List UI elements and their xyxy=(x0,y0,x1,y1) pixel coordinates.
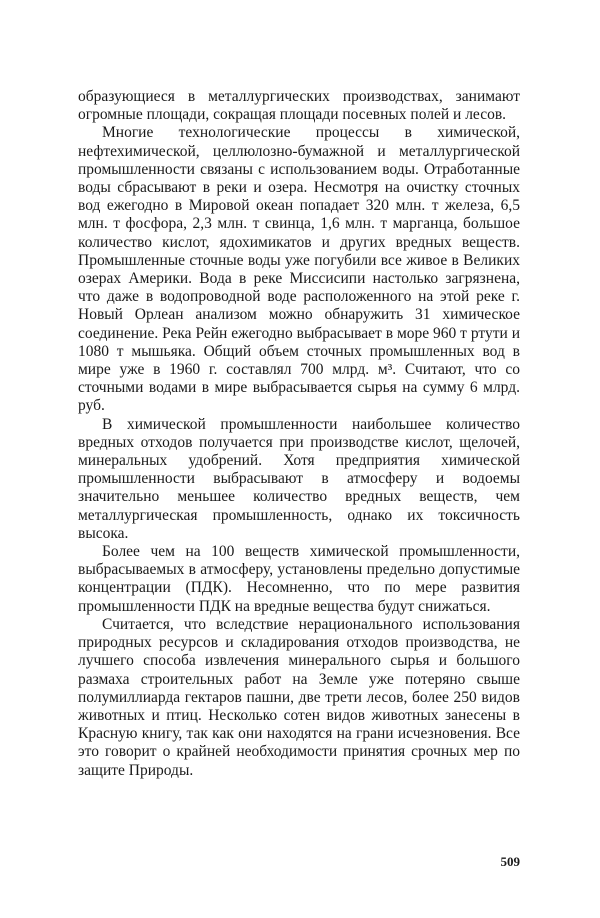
paragraph-pdk: Более чем на 100 веществ химической промышленности, выбрасываемых в атмосферу, установлены предельно допустимые концентрации (ПДК). Несомненно, что по мере развития промышленности ПДК на вредные вещества будут снижаться. xyxy=(78,543,520,615)
paragraph-nature-loss: Считается, что вследствие нерационального использования природных ресурсов и складирования отходов производства, не лучшего способа извлечения минерального сырья и большого размаха строительных работ на Земле уже потеряно свыше полумиллиарда гектаров пашни, две трети лесов, более 250 видов животных и птиц. Несколько сотен видов животных занесены в Красную книгу, так как они находятся на грани исчезновения. Все это говорит о крайней необходимости принятия срочных мер по защите Природы. xyxy=(78,615,520,779)
paragraph-wastewater: Многие технологические процессы в химической, нефтехимической, целлюлозно-бумажной и металлургической промышленности связаны с использованием воды. Отработанные воды сбрасывают в реки и озера. Несмотря на очистку сточных вод ежегодно в Мировой океан попадает 320 млн. т железа, 6,5 млн. т фосфора, 2,3 млн. т свинца, 1,6 млн. т марганца, большое количество кислот, ядохимикатов и других вредных веществ. Промышленные сточные воды уже погубили все живое в Великих озерах Америки. Вода в реке Миссисипи настолько загрязнена, что даже в водопроводной воде расположенного на этой реке г. Новый Орлеан анализом можно обнаружить 31 химическое соединение. Река Рейн ежегодно выбрасывает в море 960 т ртути и 1080 т мышьяка. Общий объем сточных промышленных вод в мире уже в 1960 г. составлял 700 млрд. м³. Считают, что со сточными водами в мире выбрасывается сырья на сумму 6 млрд. руб. xyxy=(78,124,520,415)
paragraph-chemical-industry: В химической промышленности наибольшее количество вредных отходов получается при производстве кислот, щелочей, минеральных удобрений. Хотя предприятия химической промышленности выбрасывают в атмосферу и водоемы значительно меньшее количество вредных веществ, чем металлургическая промышленность, однако их токсичность высока. xyxy=(78,415,520,542)
paragraph-continuation: образующиеся в металлургических производствах, занимают огромные площади, сокращая площади посевных полей и лесов. xyxy=(78,88,520,124)
page-number: 509 xyxy=(500,854,520,869)
body-text xyxy=(78,88,520,780)
